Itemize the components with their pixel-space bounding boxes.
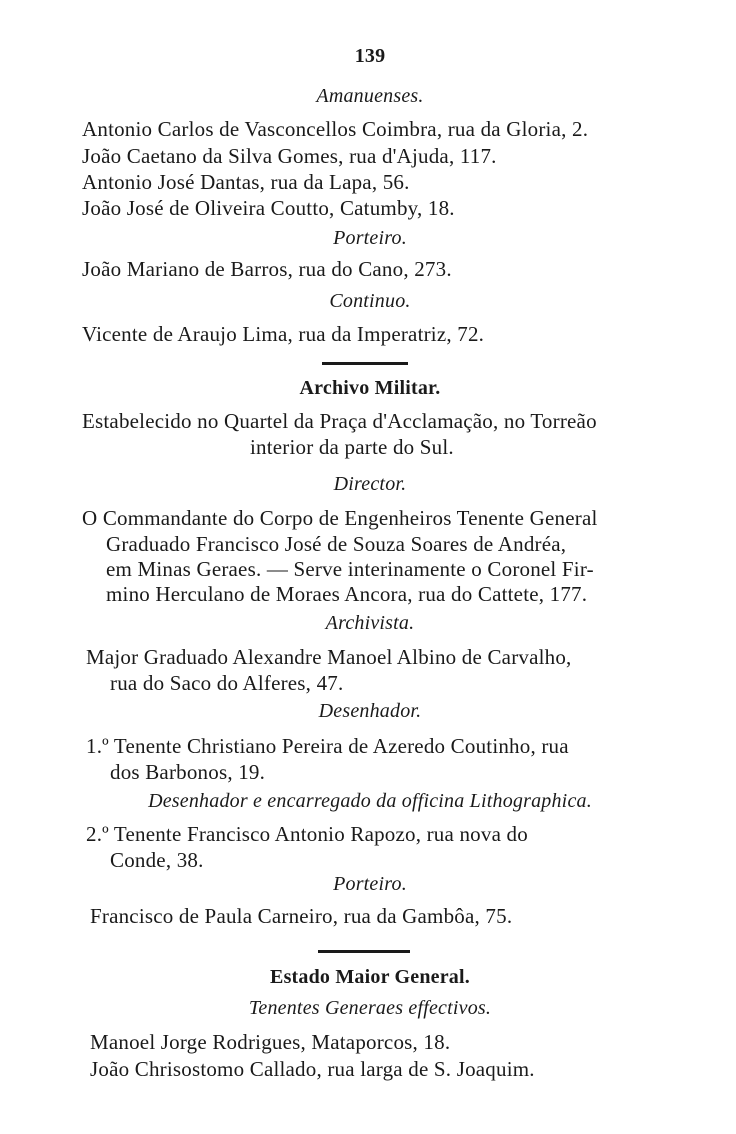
text-line: João Chrisostomo Callado, rua larga de S. Joaquim. — [90, 1057, 535, 1081]
text-line: João Mariano de Barros, rua do Cano, 273. — [82, 257, 452, 281]
text-line: João José de Oliveira Coutto, Catumby, 18. — [82, 196, 455, 220]
heading-desenhador: Desenhador. — [318, 700, 422, 722]
text-line: em Minas Geraes. — Serve interinamente o Coronel Fir- — [106, 557, 594, 581]
text-line: mino Herculano de Moraes Ancora, rua do Cattete, 177. — [106, 582, 588, 606]
text-line: Estabelecido no Quartel da Praça d'Acclamação, no Torreão — [82, 409, 597, 433]
section-divider — [318, 950, 410, 953]
text-line: Major Graduado Alexandre Manoel Albino de Carvalho, — [86, 645, 572, 669]
text-line: Antonio Carlos de Vasconcellos Coimbra, rua da Gloria, 2. — [82, 117, 589, 141]
subheading-tenentes-generaes: Tenentes Generaes effectivos. — [248, 997, 492, 1019]
heading-porteiro-archivo: Porteiro. — [333, 873, 407, 895]
page-number: 139 — [354, 45, 386, 67]
text-line: O Commandante do Corpo de Engenheiros Tenente General — [82, 506, 598, 530]
heading-archivo-militar: Archivo Militar. — [299, 377, 441, 399]
heading-estado-maior: Estado Maior General. — [270, 966, 470, 988]
text-line: Conde, 38. — [110, 848, 204, 872]
section-divider — [322, 362, 408, 365]
text-line: interior da parte do Sul. — [250, 435, 454, 459]
text-line: Manoel Jorge Rodrigues, Mataporcos, 18. — [90, 1030, 451, 1054]
heading-director: Director. — [333, 473, 407, 495]
text-line: Graduado Francisco José de Souza Soares de Andréa, — [106, 532, 567, 556]
text-line: Antonio José Dantas, rua da Lapa, 56. — [82, 170, 410, 194]
text-line: rua do Saco do Alferes, 47. — [110, 671, 344, 695]
text-line: dos Barbonos, 19. — [110, 760, 266, 784]
heading-amanuenses: Amanuenses. — [316, 85, 424, 107]
heading-archivista: Archivista. — [325, 612, 415, 634]
heading-continuo: Continuo. — [329, 290, 411, 312]
text-line: João Caetano da Silva Gomes, rua d'Ajuda, 117. — [82, 144, 497, 168]
text-line: 2.º Tenente Francisco Antonio Rapozo, rua nova do — [86, 822, 528, 846]
text-line: Francisco de Paula Carneiro, rua da Gambôa, 75. — [90, 904, 513, 928]
text-line: Vicente de Araujo Lima, rua da Imperatriz, 72. — [82, 322, 485, 346]
heading-desenhador-encarregado: Desenhador e encarregado da officina Lithographica. — [148, 790, 592, 812]
text-line: 1.º Tenente Christiano Pereira de Azeredo Coutinho, rua — [86, 734, 569, 758]
heading-porteiro: Porteiro. — [333, 227, 407, 249]
